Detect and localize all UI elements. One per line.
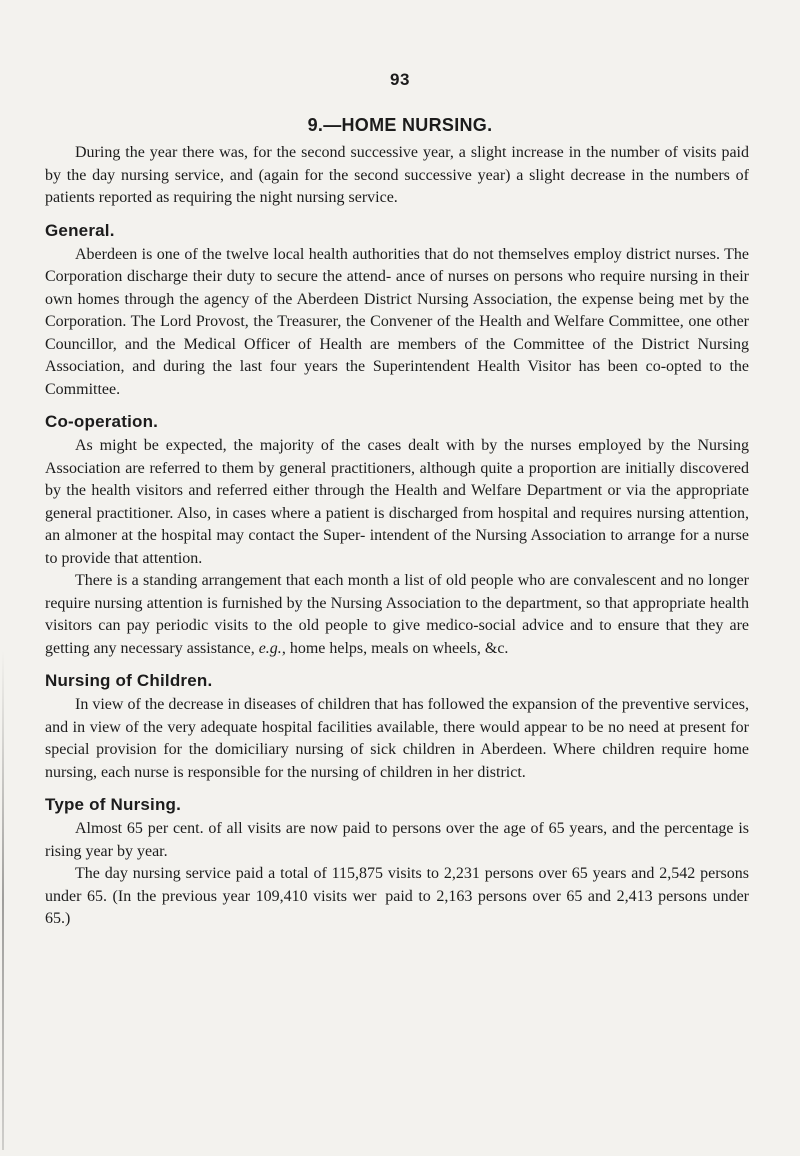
- cooperation-paragraph-2: [45, 570, 749, 660]
- cooperation-paragraph-1: As might be expected, the majority of the cases dealt with by the nurses employed by the Nursing Association are referred to them by general practitioners, although quite a proportion are initially discovered by the health visitors and referred either through the Health and Welfare Department or via the appropriate general practitioner. Also, in cases where a patient is discharged from hospital and requires nursing attention, an almoner at the hospital may contact the Super- intendent of the Nursing Association to arrange for a nurse to provide that attention.: [45, 437, 749, 567]
- document-body: [45, 142, 749, 931]
- cooperation-italic-eg: e.g.: [258, 639, 282, 657]
- type-of-nursing-paragraph-2: The day nursing service paid a total of 115,875 visits to 2,231 persons over 65 years and 2,542 persons under 65. (In the previous year 109,410 visits wer paid to 2,163 persons over 65 and 2,413 persons under 65.): [45, 865, 749, 927]
- section-heading-nursing-of-children: Nursing of Children.: [45, 671, 213, 690]
- type-of-nursing-paragraph-1: Almost 65 per cent. of all visits are now paid to persons over the age of 65 years, and the percentage is rising year by year.: [45, 820, 749, 860]
- general-paragraph: Aberdeen is one of the twelve local health authorities that do not themselves employ district nurses. The Corporation discharge their duty to secure the attend- ance of nurses on persons who require nursing in their own homes through the agency of the Aberdeen District Nursing Association, the expense being met by the Corporation. The Lord Provost, the Treasurer, the Convener of the Health and Welfare Committee, one other Councillor, and the Medical Officer of Health are members of the Committee of the District Nursing Association, and during the last four years the Superintendent Health Visitor has been co-opted to the Committee.: [45, 245, 749, 398]
- cooperation-text-before: There is a standing arrangement that each month a list of old people who are convalescent and no longer require nursing attention is furnished by the Nursing Association to the department, so that appropriate health visitors can pay periodic visits to the old people to give medico-social advice and to ensure that they are getting any necessary assistance,: [45, 572, 749, 657]
- section-heading-general: General.: [45, 220, 115, 240]
- section-heading-cooperation: Co-operation.: [45, 412, 159, 431]
- section-heading-type-of-nursing: Type of Nursing.: [45, 795, 182, 814]
- cooperation-text-after: , home helps, meals on wheels, &c.: [281, 639, 509, 657]
- page-number: 93: [390, 70, 410, 89]
- scan-edge-shadow: [2, 650, 4, 1150]
- intro-paragraph: During the year there was, for the second successive year, a slight increase in the number of visits paid by the day nursing service, and (again for the second successive year) a slight decrease in the numbers of patients reported as requiring the night nursing service.: [45, 144, 749, 206]
- page-title: 9.—HOME NURSING.: [307, 115, 493, 135]
- nursing-of-children-paragraph: In view of the decrease in diseases of children that has followed the expansion of the preventive services, and in view of the very adequate hospital facilities available, there would appear to be no need at present for special provision for the domiciliary nursing of sick children in Aberdeen. Where children require home nursing, each nurse is responsible for the nursing of children in her district.: [45, 696, 749, 781]
